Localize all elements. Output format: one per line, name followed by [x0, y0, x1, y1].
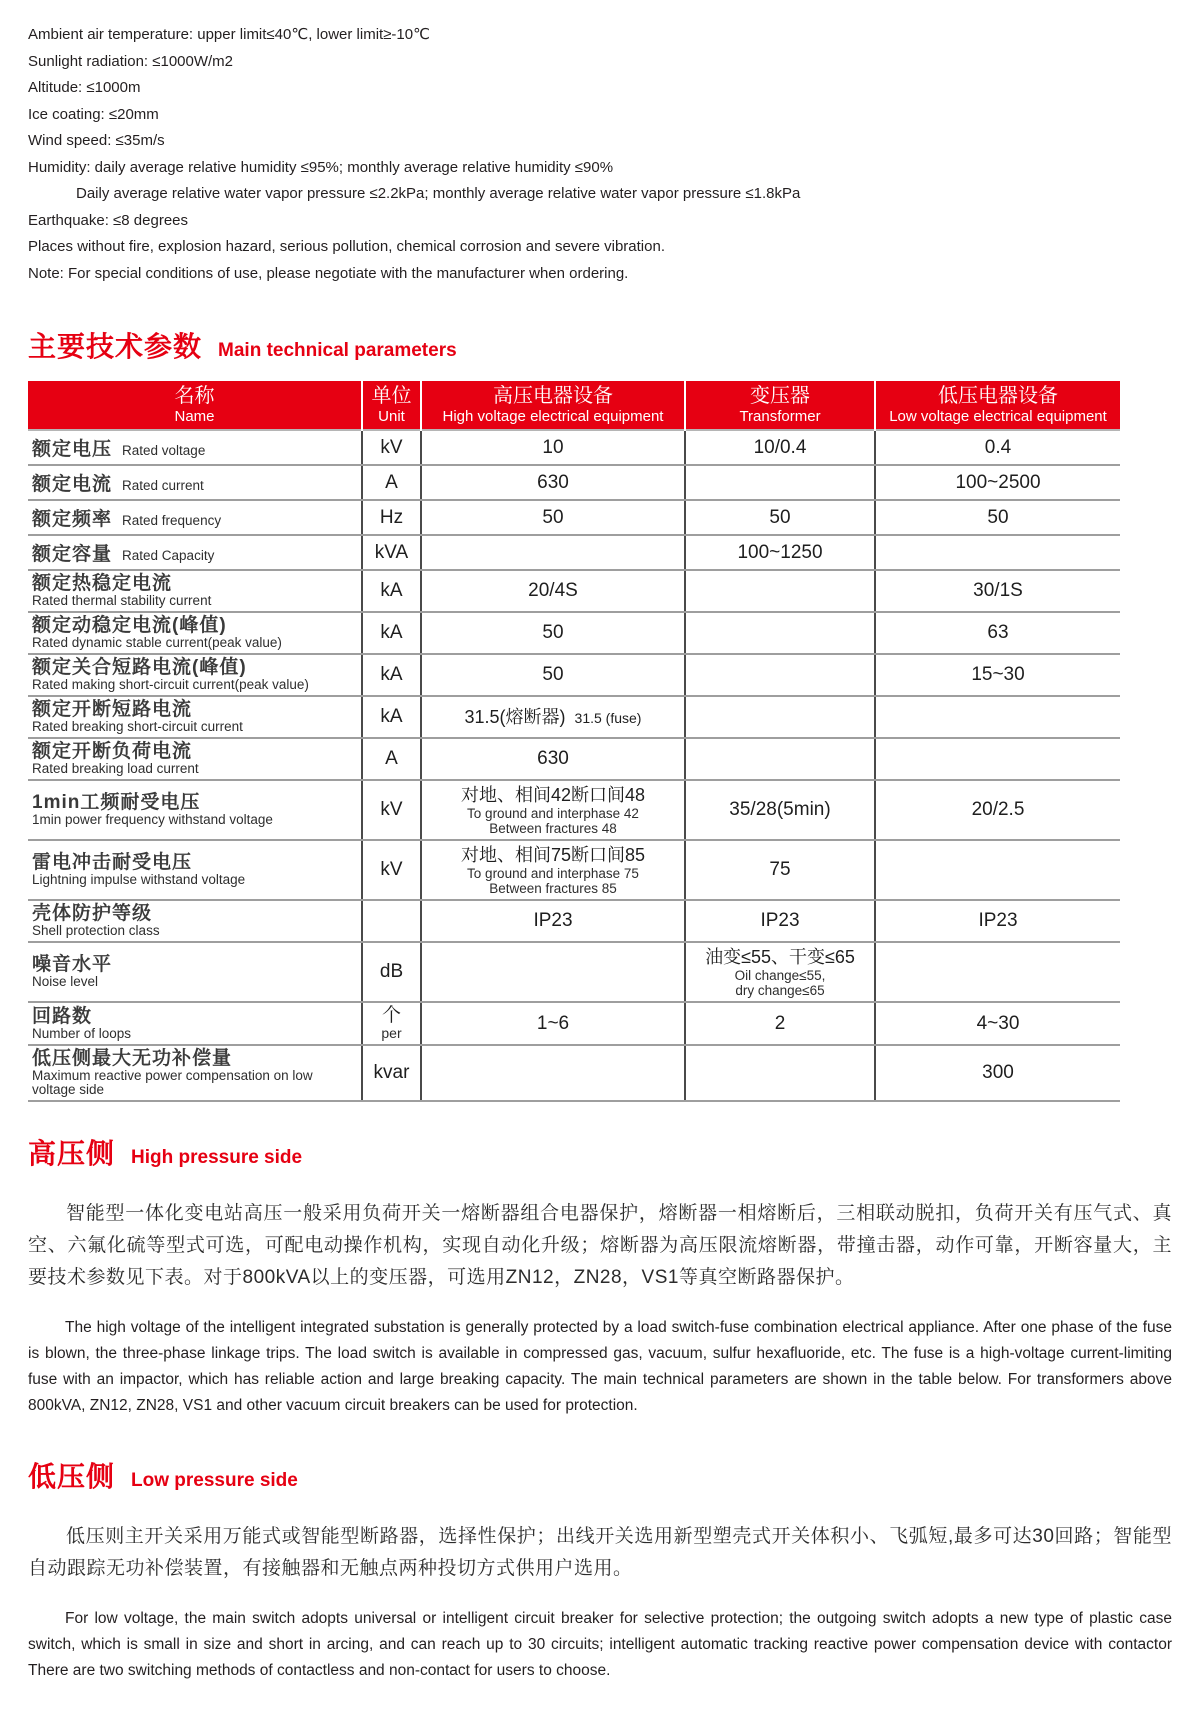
param-name-cn: 壳体防护等级	[32, 903, 153, 924]
unit-cell: kvar	[362, 1045, 421, 1101]
unit-cell: 个 per	[362, 1002, 421, 1045]
lv-cell: 300	[875, 1045, 1120, 1101]
lv-cell: 30/1S	[875, 570, 1120, 612]
param-name-cell	[28, 570, 362, 612]
env-line: Sunlight radiation: ≤1000W/m2	[28, 52, 234, 70]
table-row	[28, 654, 1120, 696]
param-name-cn: 额定开断短路电流	[32, 699, 193, 720]
unit-cell: A	[362, 465, 421, 500]
hv-cell: 50	[421, 654, 685, 696]
param-name-cn: 低压侧最大无功补偿量	[32, 1048, 233, 1069]
env-line: Ice coating: ≤20mm	[28, 105, 159, 123]
unit-cell	[362, 900, 421, 942]
params-table	[28, 381, 1120, 1102]
transformer-cell: 2	[685, 1002, 875, 1045]
transformer-cell: 75	[685, 840, 875, 900]
param-name-en: Rated voltage	[122, 443, 206, 458]
unit-cell: kV	[362, 840, 421, 900]
param-name-cn: 额定关合短路电流(峰值)	[32, 657, 247, 678]
param-name-cell	[28, 900, 362, 942]
column-header	[875, 381, 1120, 430]
env-line: Humidity: daily average relative humidity ≤95%; monthly average relative humidity ≤90%	[28, 158, 614, 176]
param-name-en: Rated current	[122, 478, 204, 493]
param-name-en: Rated dynamic stable current(peak value)	[32, 635, 282, 650]
low-side-heading-en: Low pressure side	[131, 1470, 298, 1491]
low-side-paragraph-en: For low voltage, the main switch adopts universal or intelligent circuit breaker for selective protection; the outgoing switch adopts a new type of plastic case switch, which is small in size and short in arcing, and can reach up to 30 circuits; intelligent automatic tracking reactive power compensation device with contactor There are two switching methods of contactless and non-contact for users to choose.	[28, 1610, 1172, 1679]
hv-cell: 对地、相间42断口间48 To ground and interphase 42 Between fractures 48	[421, 780, 685, 840]
param-name-en: Rated breaking short-circuit current	[32, 719, 243, 734]
param-name-en: Number of loops	[32, 1025, 132, 1041]
unit-cell: kA	[362, 570, 421, 612]
column-header	[421, 381, 685, 430]
lv-cell: 100~2500	[875, 465, 1120, 500]
hv-cell: 31.5(熔断器) 31.5 (fuse)	[421, 696, 685, 738]
low-side-heading-cn: 低压侧	[28, 1461, 116, 1492]
param-name-cn: 回路数	[32, 1005, 93, 1027]
param-name-cn: 1min工频耐受电压	[32, 792, 201, 813]
lv-cell	[875, 738, 1120, 780]
table-row	[28, 430, 1120, 465]
hv-cell: 630	[421, 738, 685, 780]
param-name-en: Noise level	[32, 974, 99, 989]
table-row	[28, 840, 1120, 900]
lv-cell	[875, 942, 1120, 1002]
param-name-cell	[28, 738, 362, 780]
hv-cell: 20/4S	[421, 570, 685, 612]
hv-cell	[421, 1045, 685, 1101]
params-table-body	[28, 430, 1120, 1101]
transformer-cell	[685, 654, 875, 696]
column-header-en: Unit	[378, 408, 405, 425]
column-header	[685, 381, 875, 430]
param-name-cell	[28, 696, 362, 738]
param-name-cell	[28, 612, 362, 654]
transformer-cell: 35/28(5min)	[685, 780, 875, 840]
param-name-cell	[28, 535, 362, 570]
hv-cell: 1~6	[421, 1002, 685, 1045]
param-name-cell	[28, 942, 362, 1002]
hv-cell: 对地、相间75断口间85 To ground and interphase 75 Between fractures 85	[421, 840, 685, 900]
unit-cell: kA	[362, 696, 421, 738]
unit-cell: Hz	[362, 500, 421, 535]
high-side-heading	[28, 1132, 1172, 1172]
column-header-cn: 高压电器设备	[493, 385, 613, 407]
low-side-paragraph-cn: 低压则主开关采用万能式或智能型断路器，选择性保护；出线开关选用新型塑壳式开关体积小、飞弧短,最多可达30回路；智能型自动跟踪无功补偿装置，有接触器和无触点两种投切方式供用户选用。	[28, 1526, 1172, 1579]
column-header	[362, 381, 421, 430]
param-name-en: Lightning impulse withstand voltage	[32, 872, 246, 887]
main-params-heading-en: Main technical parameters	[218, 340, 457, 361]
param-name-cn: 雷电冲击耐受电压	[32, 852, 193, 873]
column-header	[28, 381, 362, 430]
column-header-cn: 单位	[371, 385, 412, 407]
transformer-cell: 油变≤55、干变≤65 Oil change≤55, dry change≤65	[685, 942, 875, 1002]
env-line: Wind speed: ≤35m/s	[28, 132, 165, 149]
param-name-cell	[28, 465, 362, 500]
param-name-cell	[28, 430, 362, 465]
hv-cell: 630	[421, 465, 685, 500]
hv-cell	[421, 942, 685, 1002]
main-params-heading-cn: 主要技术参数	[28, 331, 203, 362]
hv-cell	[421, 535, 685, 570]
param-name-cell	[28, 500, 362, 535]
unit-cell: kA	[362, 654, 421, 696]
lv-cell: IP23	[875, 900, 1120, 942]
env-conditions	[28, 22, 1172, 287]
main-params-heading	[28, 325, 1172, 365]
transformer-cell: 10/0.4	[685, 430, 875, 465]
unit-cell: dB	[362, 942, 421, 1002]
column-header-cn: 变压器	[750, 385, 810, 407]
table-row	[28, 900, 1120, 942]
column-header-en: Transformer	[739, 408, 821, 425]
column-header-en: Low voltage electrical equipment	[889, 408, 1107, 425]
lv-cell: 63	[875, 612, 1120, 654]
transformer-cell	[685, 570, 875, 612]
column-header-en: High voltage electrical equipment	[442, 408, 664, 425]
env-line: Note: For special conditions of use, please negotiate with the manufacturer when ordering.	[28, 264, 629, 282]
param-name-cell	[28, 1045, 362, 1101]
hv-cell: 50	[421, 500, 685, 535]
low-side-heading	[28, 1455, 1172, 1495]
unit-cell: kV	[362, 430, 421, 465]
column-header-en: Name	[174, 408, 215, 425]
transformer-cell	[685, 612, 875, 654]
param-name-cn: 额定开断负荷电流	[32, 741, 193, 762]
param-name-en: Rated breaking load current	[32, 761, 199, 776]
env-line: Ambient air temperature: upper limit≤40℃, lower limit≥-10℃	[28, 26, 430, 43]
unit-cell: kA	[362, 612, 421, 654]
param-name-cn: 额定频率	[32, 509, 113, 530]
table-row	[28, 1002, 1120, 1045]
transformer-cell: 50	[685, 500, 875, 535]
table-row	[28, 535, 1120, 570]
transformer-cell	[685, 738, 875, 780]
hv-cell: 10	[421, 430, 685, 465]
env-line: Altitude: ≤1000m	[28, 79, 141, 96]
transformer-cell	[685, 696, 875, 738]
lv-cell	[875, 840, 1120, 900]
high-side-paragraph-en: The high voltage of the intelligent integrated substation is generally protected by a load switch-fuse combination electrical appliance. After one phase of the fuse is blown, the three-phase linkage trips. The load switch is available in compressed gas, vacuum, sulfur hexafluoride, etc. The fuse is a high-voltage current-limiting fuse with an impactor, which has reliable action and large breaking capacity. The main technical parameters are shown in the table below. For transformers above 800kVA, ZN12, ZN28, VS1 and other vacuum circuit breakers can be used for protection.	[28, 1319, 1172, 1414]
transformer-cell	[685, 1045, 875, 1101]
env-line: Earthquake: ≤8 degrees	[28, 211, 189, 229]
param-name-cell	[28, 780, 362, 840]
param-name-cn: 额定热稳定电流	[32, 573, 173, 594]
table-row	[28, 942, 1120, 1002]
high-side-heading-cn: 高压侧	[28, 1138, 116, 1169]
lv-cell	[875, 535, 1120, 570]
param-name-en: Shell protection class	[32, 923, 160, 938]
hv-cell: 50	[421, 612, 685, 654]
param-name-cn: 额定电流	[32, 474, 113, 495]
table-row	[28, 738, 1120, 780]
high-side-paragraph-cn: 智能型一体化变电站高压一般采用负荷开关一熔断器组合电器保护，熔断器一相熔断后，三相联动脱扣，负荷开关有压气式、真空、六氟化硫等型式可选，可配电动操作机构，实现自动化升级；熔断器为高压限流熔断器，带撞击器，动作可靠，开断容量大，主要技术参数见下表。对于800kVA以上的变压器，可选用ZN12，ZN28，VS1等真空断路器保护。	[28, 1203, 1172, 1288]
unit-cell: A	[362, 738, 421, 780]
transformer-cell	[685, 465, 875, 500]
param-name-cn: 噪音水平	[32, 954, 113, 975]
lv-cell: 50	[875, 500, 1120, 535]
column-header-cn: 名称	[174, 385, 215, 407]
param-name-en: Rated thermal stability current	[32, 593, 212, 608]
lv-cell: 0.4	[875, 430, 1120, 465]
param-name-cn: 额定电压	[32, 439, 113, 460]
transformer-cell: IP23	[685, 900, 875, 942]
table-row	[28, 612, 1120, 654]
param-name-cell	[28, 1002, 362, 1045]
high-side-heading-en: High pressure side	[131, 1147, 303, 1168]
hv-cell: IP23	[421, 900, 685, 942]
table-row	[28, 780, 1120, 840]
param-name-en: Rated Capacity	[122, 548, 215, 563]
column-header-cn: 低压电器设备	[938, 385, 1058, 407]
unit-cell: kV	[362, 780, 421, 840]
table-row	[28, 570, 1120, 612]
lv-cell: 15~30	[875, 654, 1120, 696]
params-table-head	[28, 381, 1120, 430]
lv-cell: 20/2.5	[875, 780, 1120, 840]
param-name-cell	[28, 654, 362, 696]
lv-cell	[875, 696, 1120, 738]
env-line: Daily average relative water vapor pressure ≤2.2kPa; monthly average relative water vapor pressure ≤1.8kPa	[76, 185, 801, 202]
param-name-en: Rated making short-circuit current(peak value)	[32, 677, 309, 692]
table-row	[28, 465, 1120, 500]
param-name-cn: 额定容量	[32, 544, 113, 565]
param-name-en: 1min power frequency withstand voltage	[32, 812, 273, 827]
table-row	[28, 1045, 1120, 1101]
param-name-en: Rated frequency	[122, 513, 222, 528]
table-row	[28, 696, 1120, 738]
param-name-en: Maximum reactive power compensation on low voltage side	[32, 1068, 313, 1097]
env-line: Places without fire, explosion hazard, serious pollution, chemical corrosion and severe vibration.	[28, 238, 665, 255]
param-name-cn: 额定动稳定电流(峰值)	[32, 615, 227, 636]
table-row	[28, 500, 1120, 535]
transformer-cell: 100~1250	[685, 535, 875, 570]
unit-cell: kVA	[362, 535, 421, 570]
params-table-header-row	[28, 381, 1120, 430]
param-name-cell	[28, 840, 362, 900]
lv-cell: 4~30	[875, 1002, 1120, 1045]
